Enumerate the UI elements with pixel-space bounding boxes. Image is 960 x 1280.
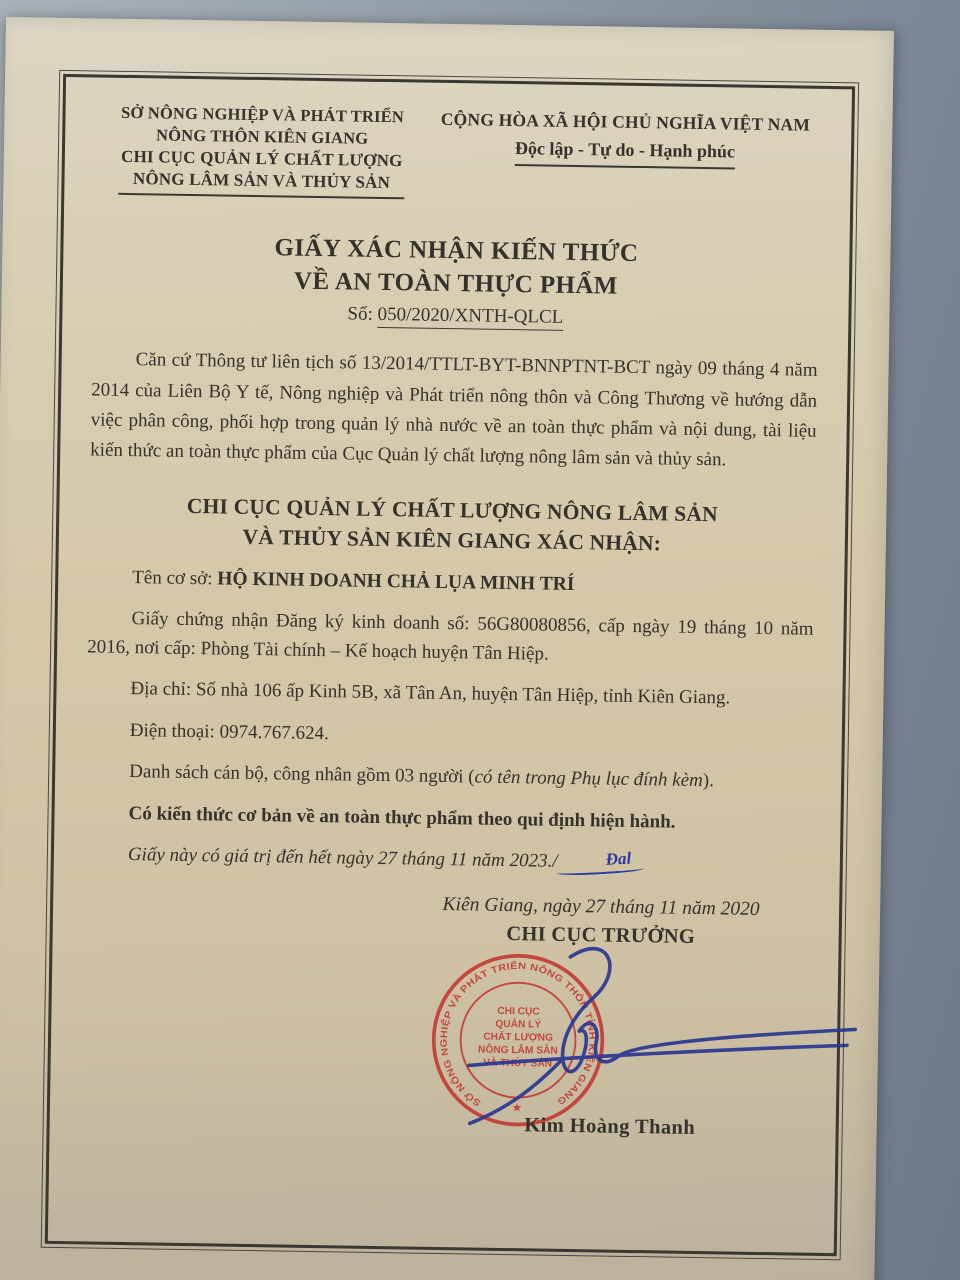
agency-line3: CHI CỤC QUẢN LÝ CHẤT LƯỢNG xyxy=(120,146,403,170)
knowledge-statement: Có kiến thức cơ bản về an toàn thực phẩm theo qui định hiện hành. xyxy=(128,802,676,833)
staff-prefix: Danh sách cán bộ, công nhân gồm 03 người ( xyxy=(129,761,475,788)
number-label: Số: xyxy=(347,303,378,326)
national-motto: Độc lập - Tự do - Hạnh phúc xyxy=(515,135,735,170)
facility-line xyxy=(88,562,814,603)
certificate-number: 050/2020/XNTH-QLCL xyxy=(377,304,563,331)
signer-title: CHI CỤC TRƯỞNG xyxy=(506,922,696,948)
seal-and-signature-area xyxy=(79,945,808,1168)
stamp-center-line4: NÔNG LÂM SẢN xyxy=(477,1044,558,1057)
facility-label: Tên cơ sở: xyxy=(132,566,218,590)
confirmation-heading-line2: VÀ THỦY SẢN KIÊN GIANG XÁC NHẬN: xyxy=(242,524,662,556)
address-line: Địa chỉ: Số nhà 106 ấp Kinh 5B, xã Tân An, huyện Tân Hiệp, tỉnh Kiên Giang. xyxy=(130,678,731,709)
title-line1: GIẤY XÁC NHẬN KIẾN THỨC xyxy=(274,234,639,268)
agency-line2: NÔNG THÔN KIÊN GIANG xyxy=(155,125,369,148)
certificate-paper xyxy=(0,17,894,1280)
confirmation-heading-line1: CHI CỤC QUẢN LÝ CHẤT LƯỢNG NÔNG LÂM SẢN xyxy=(186,493,719,526)
stamp-center-line2: QUẢN LÝ xyxy=(495,1018,542,1031)
agency-line1: SỞ NÔNG NGHIỆP VÀ PHÁT TRIỂN xyxy=(120,102,405,127)
national-header-block xyxy=(428,107,821,207)
staff-appendix-note: có tên trong Phụ lục đính kèm xyxy=(474,766,703,792)
phone-line: Điện thoại: 0974.767.624. xyxy=(129,719,329,744)
legal-basis-paragraph: Căn cứ Thông tư liên tịch số 13/2014/TTLT-BYT-BNNPTNT-BCT ngày 09 tháng 4 năm 2014 của Liên Bộ Y tế, Nông nghiệp và Phát triển nông thôn và Công Thương về hướng dẫn việc phân công, phối hợp trong quản lý nhà nước về an toàn thực phẩm và nội dung, tài liệu kiến thức an toàn thực phẩm của Cục Quản lý chất lượng nông lâm sản và thủy sản. xyxy=(90,349,818,470)
certificate-title xyxy=(92,229,819,334)
validity-text: Giấy này có giá trị đến hết ngày 27 tháng 11 năm 2023./ xyxy=(127,844,558,873)
stamp-center-line3: CHẤT LƯỢNG xyxy=(483,1031,554,1044)
confirmation-heading xyxy=(89,489,816,561)
stamp-ring-text: SỞ NÔNG NGHIỆP VÀ PHÁT TRIỂN NÔNG THÔN TỈNH KIÊN GIANG xyxy=(438,960,598,1108)
place-and-date: Kiên Giang, ngày 27 tháng 11 năm 2020 xyxy=(442,893,760,920)
registration-line: Giấy chứng nhận Đăng ký kinh doanh số: 56G80080856, cấp ngày 19 tháng 10 năm 2016, nơi cấp: Phòng Tài chính – Kế hoạch huyện Tân Hiệp. xyxy=(87,608,814,665)
issuing-agency-block xyxy=(94,101,429,200)
agency-line4: NÔNG LÂM SẢN VÀ THỦY SẢN xyxy=(119,168,405,200)
handwritten-initials: Đal xyxy=(562,846,633,875)
document-header xyxy=(94,101,821,206)
national-title: CỘNG HÒA XÃ HỘI CHỦ NGHĨA VIỆT NAM xyxy=(440,108,811,135)
stamp-center-line1: CHI CỤC xyxy=(497,1005,540,1018)
signer-name: Kim Hoàng Thanh xyxy=(524,1114,696,1139)
validity-line xyxy=(84,841,810,881)
stamp-star-icon: ★ xyxy=(511,1100,523,1115)
facility-name: HỘ KINH DOANH CHẢ LỤA MINH TRÍ xyxy=(217,568,575,595)
certificate-border-frame xyxy=(45,74,855,1256)
title-line2: VỀ AN TOÀN THỰC PHẨM xyxy=(293,267,618,301)
staff-suffix: ). xyxy=(702,770,715,792)
stamp-center-line5: VÀ THỦY SẢN xyxy=(483,1057,553,1070)
staff-line xyxy=(85,758,811,798)
